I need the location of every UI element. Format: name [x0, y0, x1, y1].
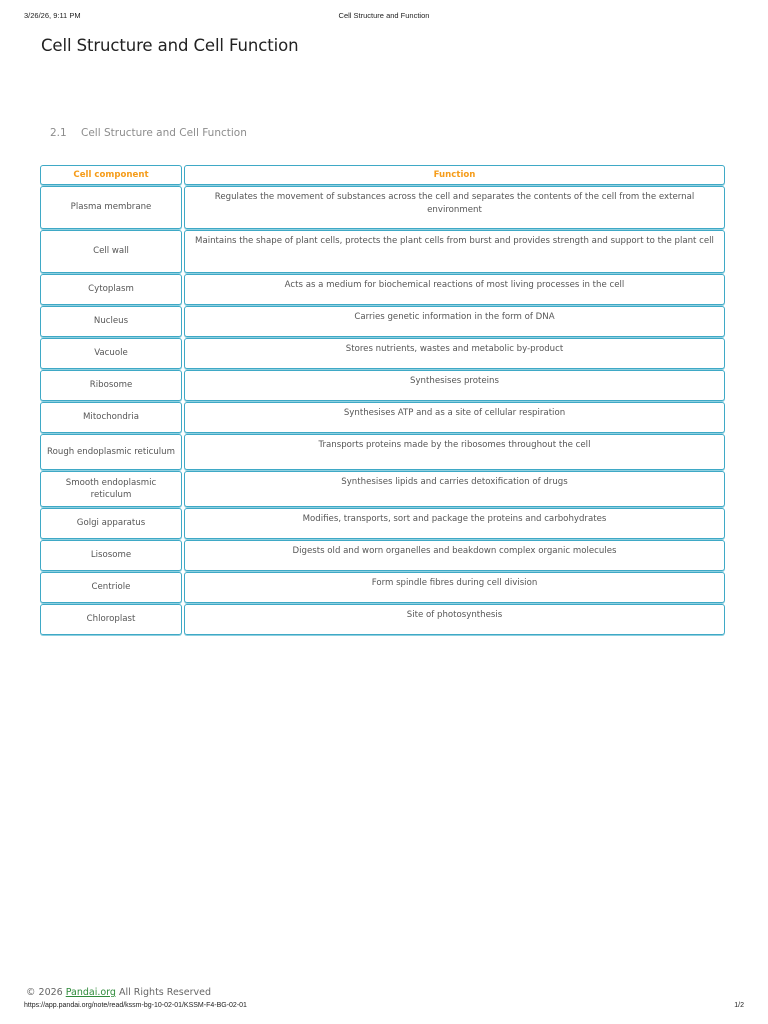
cell-function-table-wrapper — [40, 164, 727, 636]
component-cell: Plasma membrane — [40, 186, 182, 229]
table-header-row — [40, 165, 725, 185]
print-header — [24, 11, 744, 23]
table-row — [40, 572, 725, 603]
function-cell: Digests old and worn organelles and beakdown complex organic molecules — [184, 540, 725, 571]
function-cell: Synthesises lipids and carries detoxification of drugs — [184, 471, 725, 507]
table-row — [40, 186, 725, 229]
table-row — [40, 370, 725, 401]
table-row — [40, 402, 725, 433]
page-number: 1/2 — [734, 1002, 744, 1009]
pandai-link[interactable]: Pandai.org — [65, 987, 116, 998]
table-row — [40, 230, 725, 273]
function-cell: Form spindle fibres during cell division — [184, 572, 725, 603]
component-cell: Centriole — [40, 572, 182, 603]
component-cell: Lisosome — [40, 540, 182, 571]
function-cell: Modifies, transports, sort and package the proteins and carbohydrates — [184, 508, 725, 539]
component-cell: Rough endoplasmic reticulum — [40, 434, 182, 470]
component-cell: Smooth endoplasmic reticulum — [40, 471, 182, 507]
table-row — [40, 306, 725, 337]
table-row — [40, 274, 725, 305]
component-cell: Cytoplasm — [40, 274, 182, 305]
function-cell: Synthesises ATP and as a site of cellular respiration — [184, 402, 725, 433]
section-number: 2.1 — [50, 127, 67, 139]
component-cell: Nucleus — [40, 306, 182, 337]
function-cell: Transports proteins made by the ribosomes throughout the cell — [184, 434, 725, 470]
section-title: Cell Structure and Cell Function — [81, 127, 247, 139]
table-row — [40, 434, 725, 470]
column-header-function: Function — [184, 165, 725, 185]
component-cell: Mitochondria — [40, 402, 182, 433]
print-document-title: Cell Structure and Function — [338, 11, 430, 20]
table-row — [40, 471, 725, 507]
component-cell: Chloroplast — [40, 604, 182, 635]
function-cell: Stores nutrients, wastes and metabolic by-product — [184, 338, 725, 369]
section-heading — [50, 127, 247, 139]
table-row — [40, 338, 725, 369]
page-title: Cell Structure and Cell Function — [41, 36, 299, 55]
table-row — [40, 540, 725, 571]
function-cell: Acts as a medium for biochemical reactions of most living processes in the cell — [184, 274, 725, 305]
component-cell: Golgi apparatus — [40, 508, 182, 539]
function-cell: Synthesises proteins — [184, 370, 725, 401]
copyright-notice — [26, 987, 211, 998]
copyright-suffix: All Rights Reserved — [115, 987, 211, 998]
function-cell: Regulates the movement of substances across the cell and separates the contents of the cell from the external environment — [184, 186, 725, 229]
table-row — [40, 508, 725, 539]
column-header-component: Cell component — [40, 165, 182, 185]
print-datetime: 3/26/26, 9:11 PM — [24, 11, 81, 20]
copyright-prefix: © 2026 — [26, 987, 66, 998]
function-cell: Carries genetic information in the form of DNA — [184, 306, 725, 337]
function-cell: Site of photosynthesis — [184, 604, 725, 635]
component-cell: Ribosome — [40, 370, 182, 401]
print-url: https://app.pandai.org/note/read/kssm-bg-10-02-01/KSSM-F4-BG-02-01 — [24, 1002, 247, 1009]
component-cell: Cell wall — [40, 230, 182, 273]
cell-function-table — [38, 164, 727, 636]
component-cell: Vacuole — [40, 338, 182, 369]
table-row — [40, 604, 725, 635]
function-cell: Maintains the shape of plant cells, protects the plant cells from burst and provides strength and support to the plant cell — [184, 230, 725, 273]
